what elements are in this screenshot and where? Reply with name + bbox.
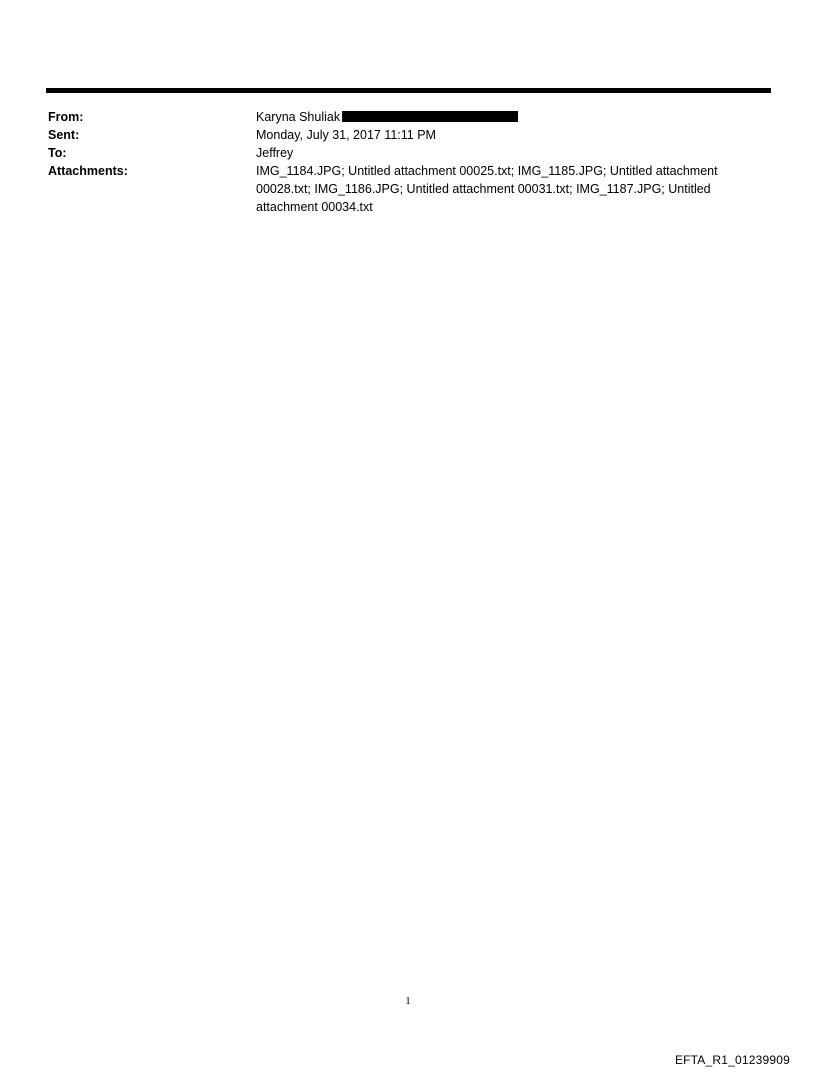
sent-value: Monday, July 31, 2017 11:11 PM bbox=[256, 128, 436, 142]
attachments-row bbox=[48, 162, 748, 216]
bates-number: EFTA_R1_01239909 bbox=[674, 1053, 790, 1067]
sent-label: Sent: bbox=[48, 128, 80, 142]
redaction-block bbox=[342, 111, 518, 122]
header-rule bbox=[46, 88, 771, 93]
to-value: Jeffrey bbox=[256, 146, 294, 160]
attachments-value: IMG_1184.JPG; Untitled attachment 00025.txt; IMG_1185.JPG; Untitled attachment 00028.txt; IMG_1186.JPG; Untitled attachment 00031.txt; IMG_1187.JPG; Untitled attachment 00034.txt bbox=[256, 164, 718, 214]
email-header bbox=[48, 108, 748, 216]
from-value bbox=[256, 108, 748, 126]
from-label: From: bbox=[48, 110, 84, 124]
to-row bbox=[48, 144, 748, 162]
from-row bbox=[48, 108, 748, 126]
sender-name: Karyna Shuliak bbox=[256, 110, 341, 124]
attachments-label: Attachments: bbox=[48, 164, 128, 178]
sent-row bbox=[48, 126, 748, 144]
page-number: 1 bbox=[405, 995, 411, 1007]
to-label: To: bbox=[48, 146, 67, 160]
